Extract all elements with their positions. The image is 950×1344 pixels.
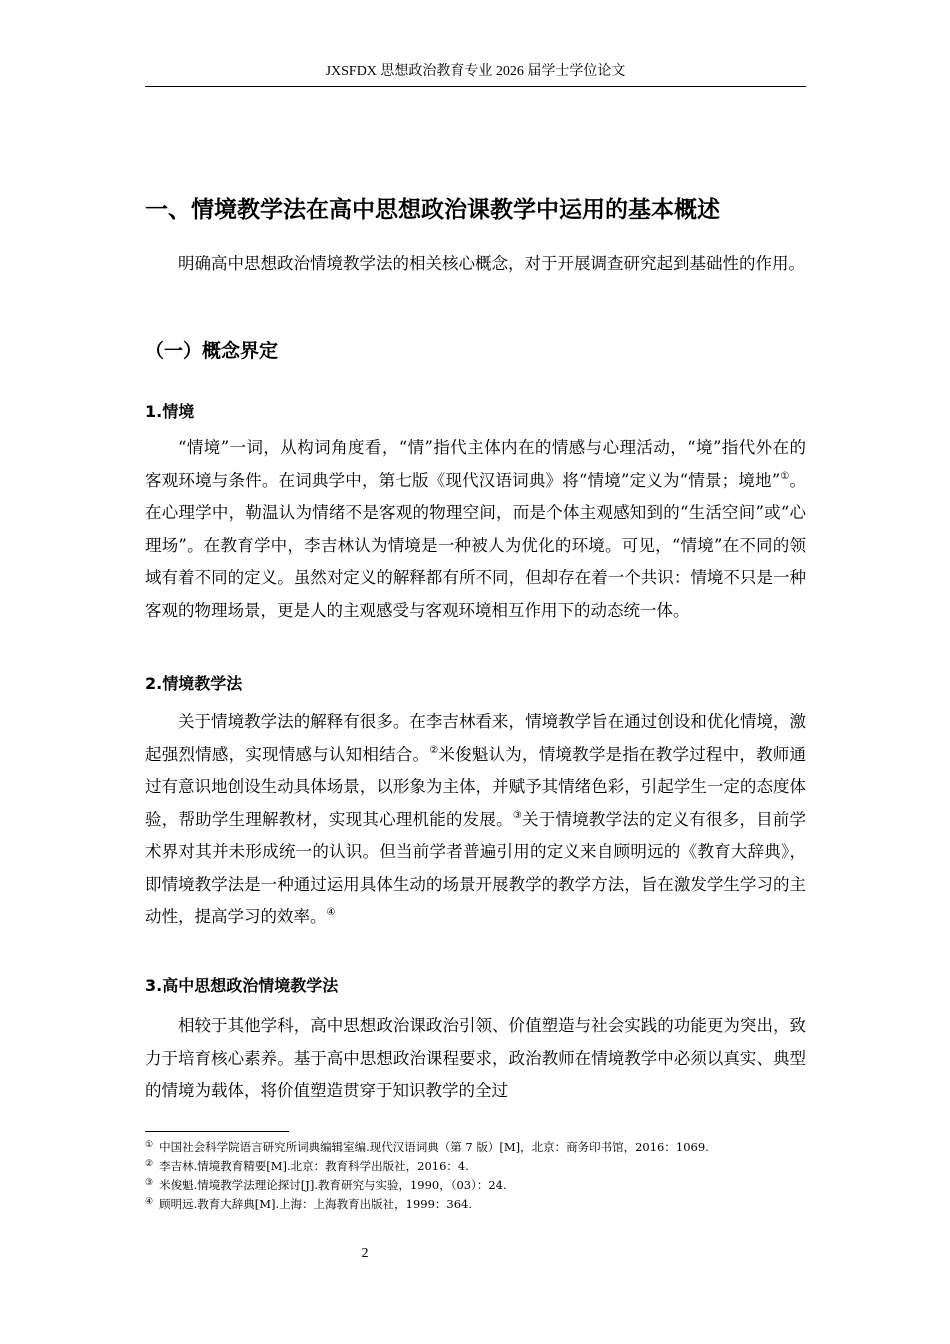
footnote-text-2: 李吉林.情境教育精要[M].北京：教育科学出版社，2016：4. bbox=[159, 1159, 469, 1173]
footnote-mark-3: ③ bbox=[145, 1178, 154, 1188]
footnote-1 bbox=[145, 1138, 806, 1157]
footnote-text-1: 中国社会科学院语言研究所词典编辑室编.现代汉语词典（第 7 版）[M]，北京：商务印书馆，2016：1069. bbox=[159, 1140, 709, 1154]
header-rule bbox=[145, 86, 806, 87]
item-2-text-2: 米俊魁认为，情境教学是指在教学过程中，教师通过有意识地创设生动具体场景，以形象为主体，并赋予其情绪色彩，引起学生一定的态度体验，帮助学生理解教材，实现其心理机能的发展。 bbox=[145, 744, 806, 829]
footnote-text-4: 顾明远.教育大辞典[M].上海：上海教育出版社，1999：364. bbox=[159, 1197, 473, 1211]
section-title: 一、情境教学法在高中思想政治课教学中运用的基本概述 bbox=[145, 197, 720, 223]
footnote-4 bbox=[145, 1195, 806, 1214]
item-paragraph-2 bbox=[145, 706, 806, 934]
page-number: 2 bbox=[361, 1246, 369, 1261]
footnotes bbox=[145, 1138, 806, 1214]
footnote-ref-2: ② bbox=[429, 744, 439, 756]
footnote-mark-4: ④ bbox=[145, 1197, 154, 1207]
section-intro: 明确高中思想政治情境教学法的相关核心概念，对于开展调查研究起到基础性的作用。 bbox=[178, 254, 805, 273]
item-heading-3: 3.高中思想政治情境教学法 bbox=[145, 976, 339, 995]
running-header: JXSFDX 思想政治教育专业 2026 届学士学位论文 bbox=[325, 64, 626, 79]
footnote-mark-2: ② bbox=[145, 1159, 154, 1169]
footnote-rule bbox=[145, 1131, 289, 1132]
subsection-title: （一）概念界定 bbox=[145, 340, 279, 362]
footnote-mark-1: ① bbox=[145, 1140, 154, 1150]
footnote-3 bbox=[145, 1176, 806, 1195]
footnote-2 bbox=[145, 1157, 806, 1176]
item-heading-2: 2.情境教学法 bbox=[145, 674, 243, 693]
item-1-text-2: 。在心理学中，勒温认为情绪不是客观的物理空间，而是个体主观感知到的“生活空间”或“心理场”。在教育学中，李吉林认为情境是一种被人为优化的环境。可见，“情境”在不同的领域有着不同的定义。虽然对定义的解释都有所不同，但却存在着一个共识：情境不只是一种客观的物理场景，更是人的主观感受与客观环境相互作用下的动态统一体。 bbox=[145, 470, 807, 620]
item-paragraph-1 bbox=[145, 432, 806, 627]
item-paragraph-3: 相较于其他学科，高中思想政治课政治引领、价值塑造与社会实践的功能更为突出，致力于培育核心素养。基于高中思想政治课程要求，政治教师在情境教学中必须以真实、典型的情境为载体，将价值塑造贯穿于知识教学的全过 bbox=[145, 1016, 806, 1100]
item-1-text-1: “情境”一词，从构词角度看，“情”指代主体内在的情感与心理活动，“境”指代外在的客观环境与条件。在词典学中，第七版《现代汉语词典》将“情境”定义为“情景；境地” bbox=[145, 438, 806, 490]
item-2-text-1: 关于情境教学法的解释有很多。在李吉林看来，情境教学旨在通过创设和优化情境，激起强烈情感，实现情感与认知相结合。 bbox=[145, 712, 806, 764]
item-heading-1: 1.情境 bbox=[145, 402, 195, 421]
footnote-ref-1: ① bbox=[780, 470, 790, 482]
item-2-text-3: 关于情境教学法的定义有很多，目前学术界对其并未形成统一的认识。但当前学者普遍引用的定义来自顾明远的《教育大辞典》，即情境教学法是一种通过运用具体生动的场景开展教学的教学方法，旨在激发学生学习的主动性，提高学习的效率。 bbox=[145, 809, 806, 926]
footnote-text-3: 米俊魁.情境教学法理论探讨[J].教育研究与实验，1990，（03）：24. bbox=[159, 1178, 507, 1192]
footnote-ref-3: ③ bbox=[512, 809, 522, 821]
footnote-ref-4: ④ bbox=[326, 907, 336, 918]
